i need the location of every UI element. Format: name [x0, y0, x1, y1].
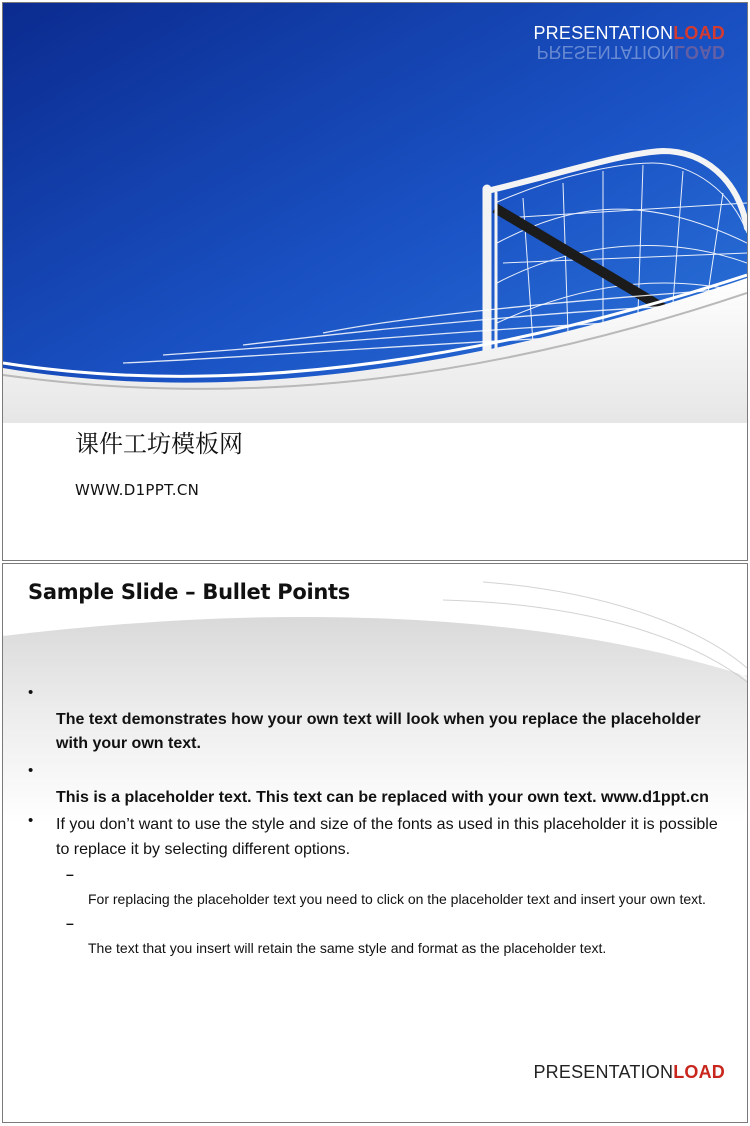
sub-bullet-marker: – [66, 915, 74, 931]
brand-logo: PRESENTATIONLOAD [533, 23, 725, 43]
sub-bullet-text: The text that you insert will retain the same style and format as the placeholder text. [88, 940, 607, 956]
bullet-item [25, 762, 725, 810]
bullet-item [25, 812, 725, 862]
bullet-text: If you don’t want to use the style and size of the fonts as used in this placeholder it is possible to replace it by selecting different options. [56, 816, 718, 858]
bullet-item [25, 684, 725, 756]
sub-bullet-item [25, 866, 725, 911]
bullet-points-slide[interactable] [3, 564, 747, 1122]
bullet-marker: • [28, 684, 34, 701]
bullet-list[interactable] [25, 684, 725, 960]
slide-title[interactable]: Sample Slide – Bullet Points [28, 580, 350, 604]
sub-bullet-item [25, 915, 725, 960]
sub-bullet-text: For replacing the placeholder text you need to click on the placeholder text and insert your own text. [88, 891, 706, 907]
title-slide[interactable] [3, 3, 747, 560]
soccer-goal-banner [3, 3, 747, 423]
slide-title[interactable]: 课件工坊模板网 [75, 430, 243, 458]
bullet-marker: • [28, 812, 34, 829]
sub-bullet-marker: – [66, 866, 74, 882]
bullet-text: The text demonstrates how your own text will look when you replace the placeholder with your own text. [56, 711, 701, 752]
brand-logo: PRESENTATIONLOAD [533, 1062, 725, 1082]
slide-subtitle-url[interactable]: WWW.D1PPT.CN [75, 481, 200, 499]
brand-logo-reflection: PRESENTATIONLOAD [536, 42, 725, 62]
bullet-marker: • [28, 762, 34, 779]
bullet-text: This is a placeholder text. This text can be replaced with your own text. www.d1ppt.cn [56, 789, 709, 806]
